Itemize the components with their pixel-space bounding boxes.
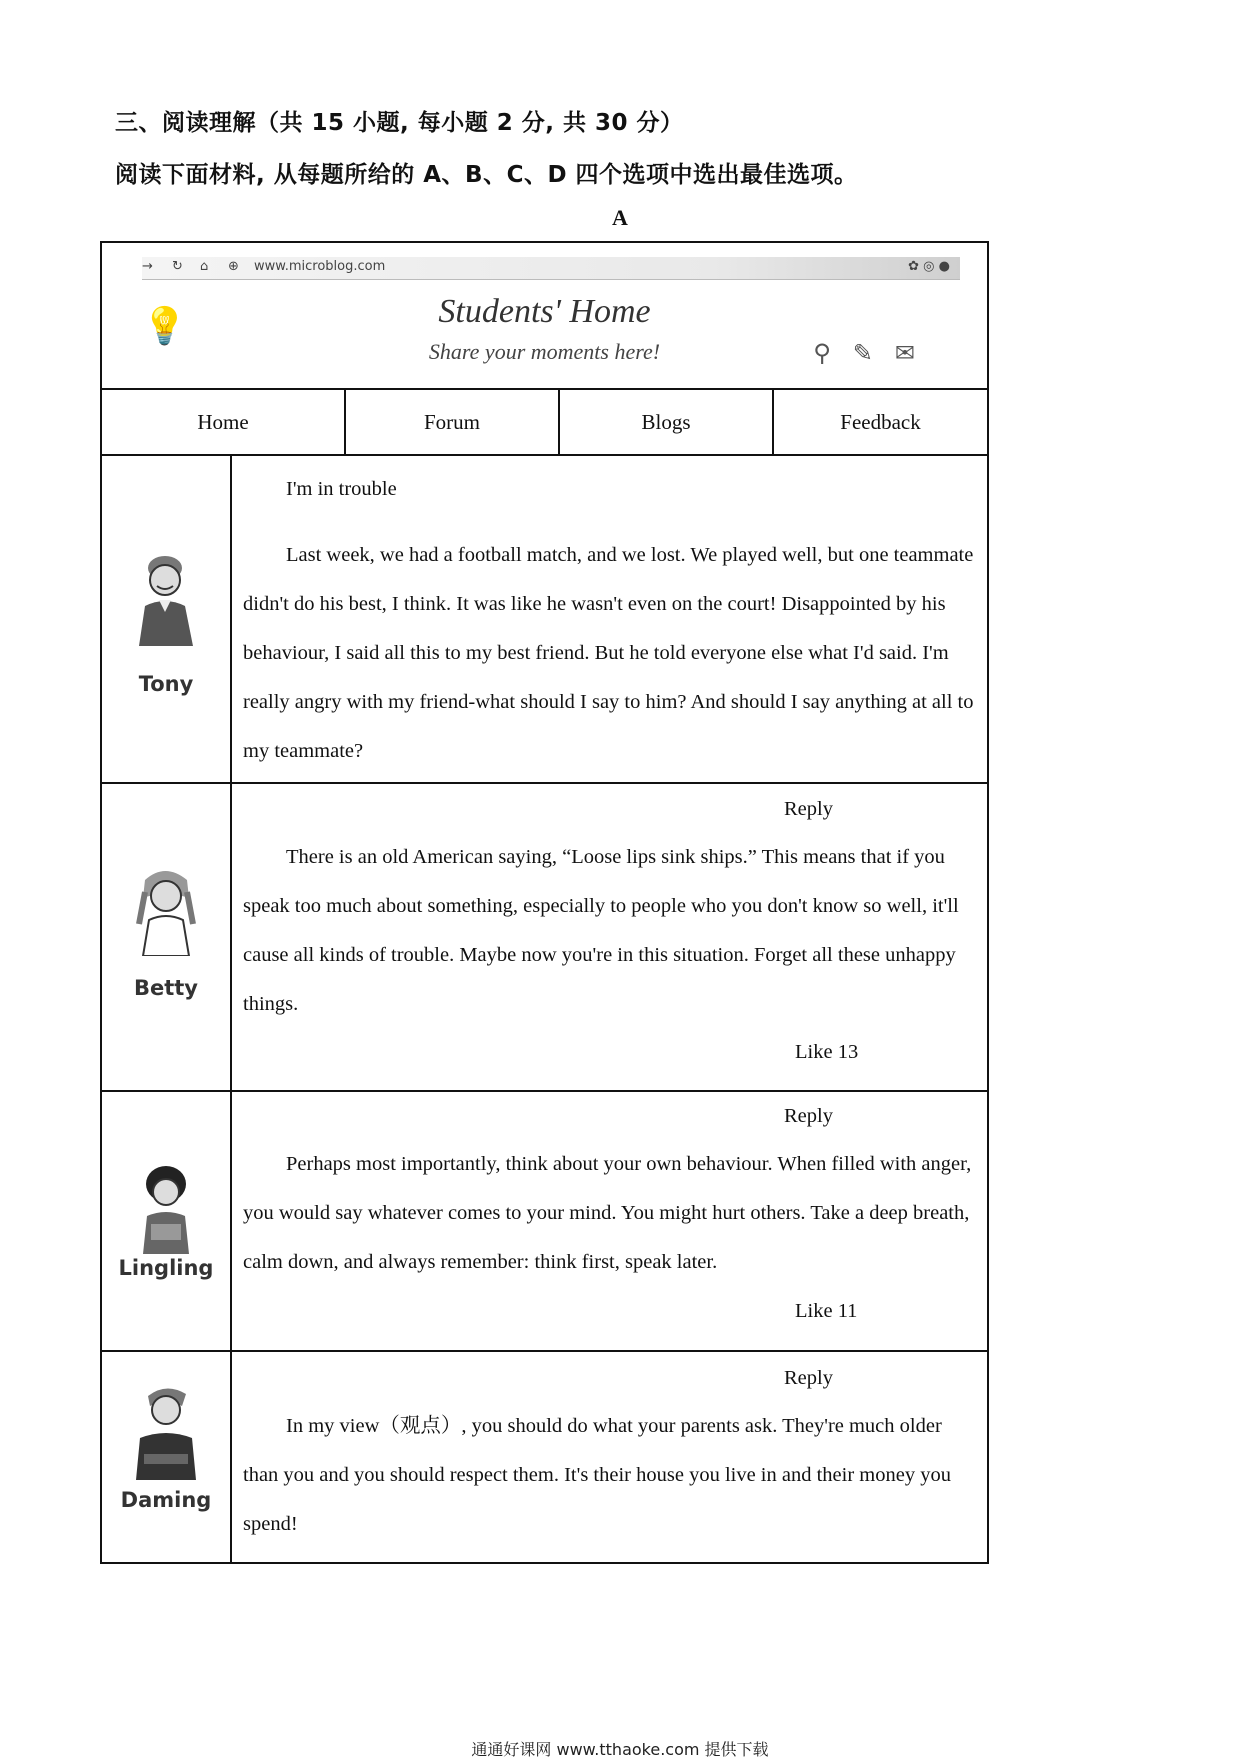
reload-icon: ↻ bbox=[172, 259, 183, 274]
avatar-cell bbox=[102, 1350, 232, 1562]
avatar-cell bbox=[102, 1090, 232, 1350]
section-instruction: 阅读下面材料, 从每题所给的 A、B、C、D 四个选项中选出最佳选项。 bbox=[115, 162, 858, 188]
site-tagline: Share your moments here! bbox=[428, 339, 661, 364]
post-daming bbox=[100, 1350, 989, 1564]
avatar-cell bbox=[102, 782, 232, 1090]
search-icon: ⚲ bbox=[813, 339, 831, 367]
forward-icon: → bbox=[142, 259, 153, 274]
author-name: Lingling bbox=[118, 1256, 214, 1280]
post-body: In my view（观点）, you should do what your parents ask. They're much older than you and you should respect them. It's their house you live in and their money you spend! bbox=[243, 1415, 951, 1535]
author-name: Betty bbox=[133, 976, 198, 1000]
post-content bbox=[232, 456, 987, 782]
nav-blogs: Blogs bbox=[560, 390, 774, 454]
globe-icon: ⊕ bbox=[228, 259, 239, 274]
like-count[interactable]: Like 13 bbox=[795, 1041, 859, 1063]
reply-link[interactable]: Reply bbox=[784, 798, 833, 820]
post-body: There is an old American saying, “Loose lips sink ships.” This means that if you speak too much about something, especially to people who you don't know so well, it'll cause all kinds of trouble. Maybe now you're in this situation. Forget all these unhappy things. bbox=[243, 846, 959, 1015]
like-count[interactable]: Like 11 bbox=[795, 1300, 858, 1322]
page-footer: 通通好课网 www.tthaoke.com 提供下载 bbox=[471, 1740, 769, 1759]
post-body: Last week, we had a football match, and we lost. We played well, but one teammate didn't do his best, I think. It was like he wasn't even on the court! Disappointed by his behaviour, I said all this to my best friend. But he told everyone else what I'd said. I'm really angry with my friend-what should I say to him? And should I say anything at all to my teammate? bbox=[243, 544, 974, 762]
avatar-cell bbox=[102, 456, 232, 782]
nav-forum: Forum bbox=[346, 390, 560, 454]
browser-settings-icon: ✿ ◎ ● bbox=[908, 259, 950, 274]
site-header bbox=[100, 241, 989, 390]
post-betty bbox=[100, 782, 989, 1092]
site-nav bbox=[100, 388, 989, 456]
post-body: Perhaps most importantly, think about your own behaviour. When filled with anger, you would say whatever comes to your mind. You might hurt others. Take a deep breath, calm down, and always remember: think first, speak later. bbox=[243, 1153, 972, 1273]
post-content bbox=[232, 1350, 987, 1562]
mail-icon: ✉ bbox=[894, 339, 915, 367]
post-title: I'm in trouble bbox=[286, 478, 397, 500]
nav-feedback: Feedback bbox=[840, 409, 921, 434]
lightbulb-icon: 💡 bbox=[142, 306, 187, 346]
nav-home: Home bbox=[102, 390, 346, 454]
post-lingling bbox=[100, 1090, 989, 1352]
url-text: www.microblog.com bbox=[254, 259, 386, 274]
tony-avatar bbox=[131, 548, 201, 646]
browser-address-bar bbox=[142, 257, 960, 280]
post-tony bbox=[100, 456, 989, 784]
post-content bbox=[232, 1090, 987, 1350]
edit-icon: ✎ bbox=[852, 339, 873, 367]
site-title: Students' Home bbox=[438, 293, 651, 330]
passage-label: A bbox=[612, 205, 628, 230]
reply-link[interactable]: Reply bbox=[784, 1367, 833, 1389]
home-icon: ⌂ bbox=[200, 259, 209, 274]
author-name: Tony bbox=[138, 672, 194, 696]
author-name: Daming bbox=[120, 1488, 212, 1512]
header-tools bbox=[813, 339, 915, 367]
section-heading: 三、阅读理解（共 15 小题, 每小题 2 分, 共 30 分） bbox=[115, 110, 684, 136]
betty-avatar bbox=[131, 860, 201, 956]
reply-link[interactable]: Reply bbox=[784, 1105, 833, 1127]
post-content bbox=[232, 782, 987, 1090]
lingling-avatar bbox=[131, 1158, 201, 1254]
daming-avatar bbox=[126, 1380, 206, 1480]
